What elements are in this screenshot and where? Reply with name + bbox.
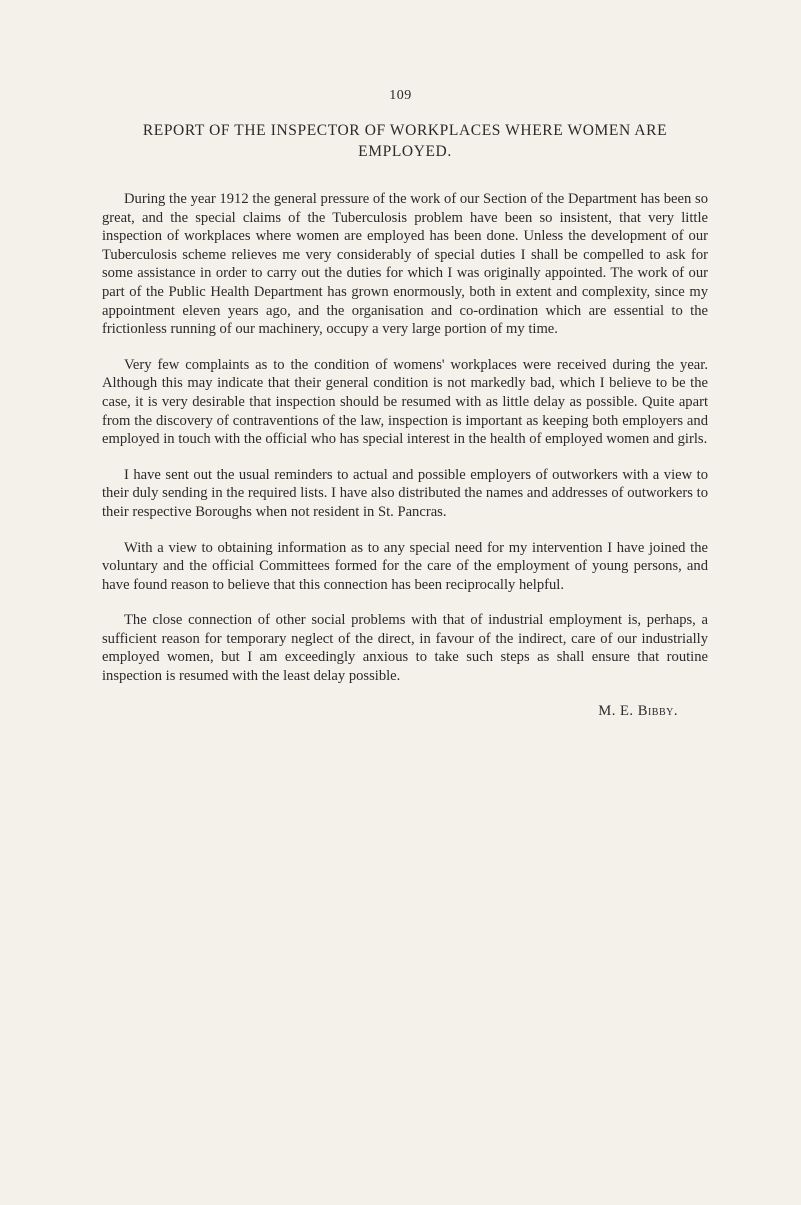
paragraph-5: The close connection of other social problems with that of industrial employment is, perhaps, a sufficient reason for temporary neglect of the direct, in favour of the indirect, care of our industrially employed women, but I am exceedingly anxious to take such steps as shall ensure that routine inspection is resumed with the least delay possible. — [102, 612, 708, 685]
page-number: 109 — [389, 88, 412, 103]
paragraph-1: During the year 1912 the general pressure of the work of our Section of the Department has been so great, and the special claims of the Tuberculosis problem have been so insistent, that very little inspection of workplaces where women are employed has been done. Unless the development of our Tuberculosis scheme relieves me very considerably of special duties I shall be compelled to ask for some assistance in order to carry out the duties for which I was originally appointed. The work of our part of the Public Health Department has grown enormously, both in extent and complexity, since my appointment eleven years ago, and the organisation and co-ordination which are essential to the frictionless running of our machinery, occupy a very large portion of my time. — [102, 191, 708, 338]
report-body — [102, 190, 708, 720]
paragraph-4: With a view to obtaining information as to any special need for my intervention I have joined the voluntary and the official Committees formed for the care of the employment of young persons, and have found reason to believe that this connection has been reciprocally helpful. — [102, 539, 708, 593]
paragraph-2: Very few complaints as to the condition of womens' workplaces were received during the year. Although this may indicate that their general condition is not markedly bad, which I believe to be the case, it is very desirable that inspection should be resumed with as little delay as possible. Quite apart from the discovery of contraventions of the law, inspection is important as keeping both employers and employed in touch with the official who has special interest in the health of employed women and girls. — [102, 356, 708, 448]
paragraph-3: I have sent out the usual reminders to actual and possible employers of outworkers with a view to their duly sending in the required lists. I have also distributed the names and addresses of outworkers to their respective Boroughs when not resident in St. Pancras. — [102, 466, 708, 520]
signature: M. E. Bibby. — [598, 702, 678, 719]
report-title: REPORT OF THE INSPECTOR OF WORKPLACES WHERE WOMEN ARE EMPLOYED. — [142, 122, 668, 160]
